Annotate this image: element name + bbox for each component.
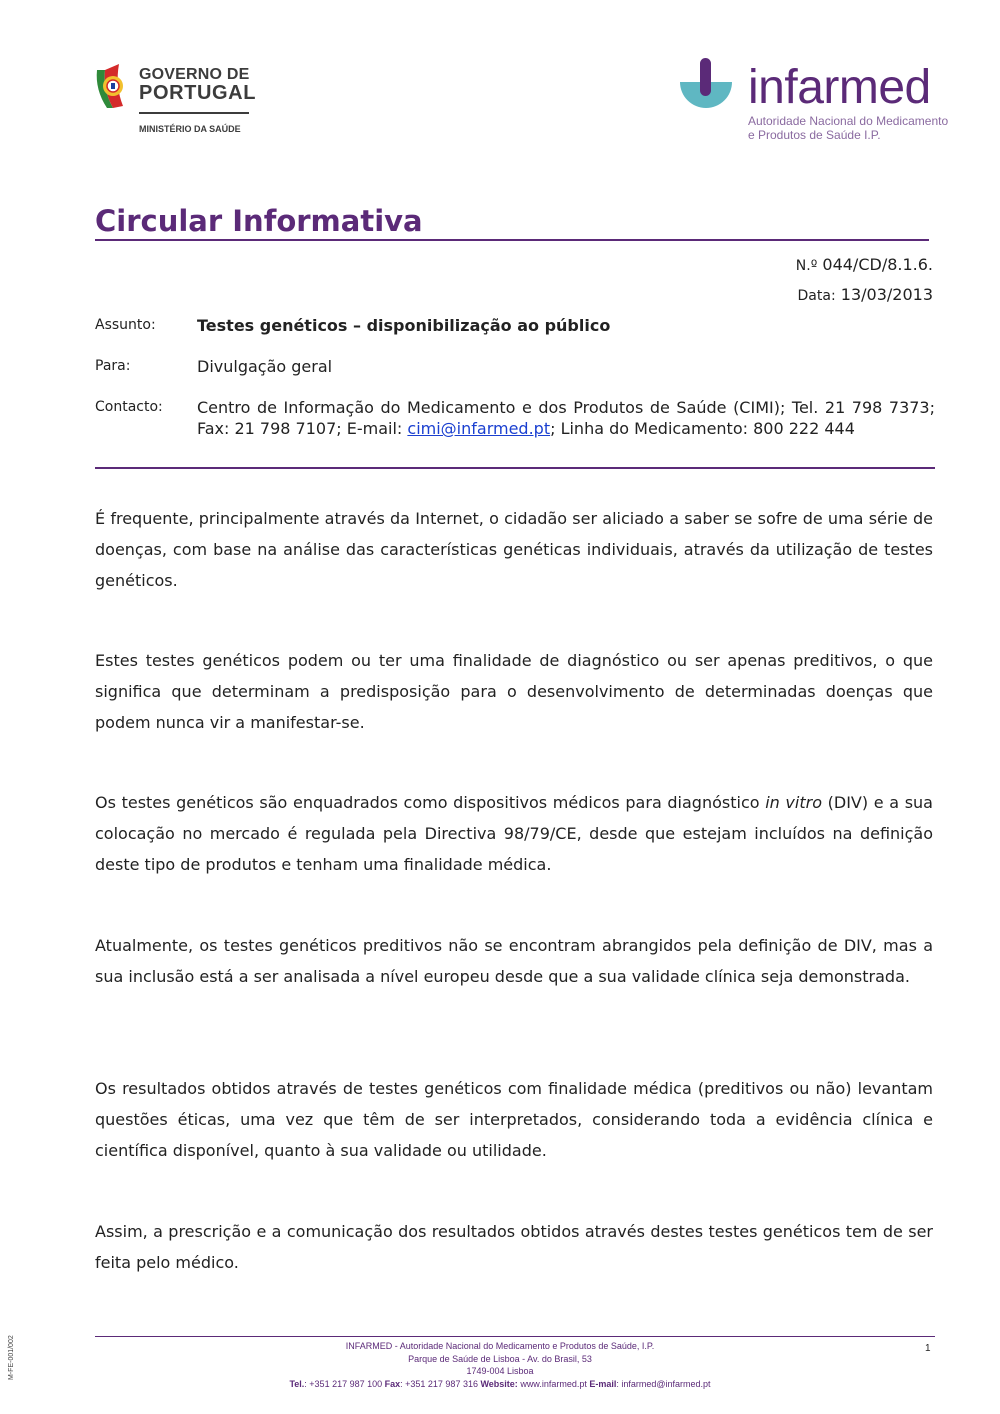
date-value: 13/03/2013: [840, 285, 933, 304]
contacto-value: [197, 397, 935, 439]
contacto-label: Contacto:: [95, 399, 163, 415]
infarmed-subtitle-line1: Autoridade Nacional do Medicamento: [748, 114, 949, 128]
header-divider: [95, 467, 935, 469]
footer-tel-value: : +351 217 987 100: [304, 1378, 385, 1389]
footer-divider: [95, 1336, 935, 1337]
infarmed-logo: [676, 56, 949, 148]
form-code: M-FE-001/002: [8, 1335, 15, 1380]
infarmed-subtitle-line2: e Produtos de Saúde I.P.: [748, 128, 881, 142]
contacto-text-after: ; Linha do Medicamento: 800 222 444: [550, 419, 855, 438]
para-label: Para:: [95, 358, 131, 374]
infarmed-wordmark: infarmed: [748, 61, 931, 114]
cimi-email-link[interactable]: cimi@infarmed.pt: [407, 419, 551, 438]
assunto-label: Assunto:: [95, 317, 156, 333]
gov-logo-ministry: MINISTÉRIO DA SAÚDE: [139, 124, 241, 134]
footer-email-label: E-mail: [589, 1378, 617, 1389]
paragraph-3-after: (DIV) e a sua colocação no mercado é regulada pela Directiva 98/79/CE, desde que estejam incluídos na definição deste tipo de produtos e tenham uma finalidade médica.: [95, 793, 933, 874]
footer-fax-label: Fax: [384, 1378, 401, 1389]
page-number: 1: [925, 1343, 931, 1354]
footer-email-value: : infarmed@infarmed.pt: [616, 1378, 711, 1389]
date-label: Data:: [797, 288, 836, 304]
paragraph-1: É frequente, principalmente através da Internet, o cidadão ser aliciado a saber se sofre de uma série de doenças, com base na análise das características genéticas individuais, através da utilização de testes genéticos.: [95, 509, 933, 590]
infarmed-subtitle: [748, 114, 948, 142]
gov-logo-line1: GOVERNO DE: [139, 66, 250, 83]
paragraph-3-italic: in vitro: [765, 793, 822, 812]
gov-logo-divider: [139, 112, 249, 114]
circular-number: [796, 255, 933, 274]
paragraph-3-before: Os testes genéticos são enquadrados como dispositivos médicos para diagnóstico: [95, 793, 766, 812]
footer-fax-value: : +351 217 987 316: [400, 1378, 481, 1389]
contacto-text-before: Centro de Informação do Medicamento e dos Produtos de Saúde (CIMI); Tel. 21 798 7373; Fax: 21 798 7107; E-mail:: [197, 398, 935, 438]
circular-date: [798, 285, 933, 304]
paragraph-4: Atualmente, os testes genéticos preditivos não se encontram abrangidos pela definição de DIV, mas a sua inclusão está a ser analisada a nível europeu desde que a sua validade clínica seja demonstrada.: [95, 936, 933, 986]
footer: [95, 1340, 905, 1390]
footer-web-label: Website:: [480, 1378, 518, 1389]
para-value: Divulgação geral: [197, 357, 333, 376]
infarmed-mark-icon: [676, 56, 736, 124]
paragraph-5: Os resultados obtidos através de testes genéticos com finalidade médica (preditivos ou não) levantam questões éticas, uma vez que têm de ser interpretados, considerando toda a evidência clínica e científica disponível, quanto à sua validade ou utilidade.: [95, 1079, 933, 1160]
footer-line-contacts: [95, 1378, 905, 1391]
gov-logo-line2: PORTUGAL: [139, 82, 257, 104]
footer-line-address: Parque de Saúde de Lisboa - Av. do Brasil, 53: [408, 1353, 592, 1364]
footer-web-value: www.infarmed.pt: [517, 1378, 590, 1389]
footer-tel-label: Tel.: [289, 1378, 305, 1389]
footer-line-postcode: 1749-004 Lisboa: [466, 1366, 534, 1376]
document-title: Circular Informativa: [95, 204, 423, 238]
assunto-value: Testes genéticos – disponibilização ao público: [197, 316, 611, 335]
number-label: N.º: [795, 258, 818, 274]
paragraph-6: Assim, a prescrição e a comunicação dos resultados obtidos através destes testes genéticos tem de ser feita pelo médico.: [95, 1222, 933, 1272]
paragraph-3: [95, 787, 933, 880]
paragraph-2: Estes testes genéticos podem ou ter uma finalidade de diagnóstico ou ser apenas preditivos, o que significa que determinam a predisposição para o desenvolvimento de determinadas doenças que podem nunca vir a manifestar-se.: [95, 651, 933, 732]
number-value: 044/CD/8.1.6.: [822, 255, 933, 274]
footer-line-organization: INFARMED - Autoridade Nacional do Medicamento e Produtos de Saúde, I.P.: [345, 1341, 655, 1351]
title-divider: [95, 239, 929, 241]
portugal-emblem-icon: [93, 56, 133, 112]
governo-portugal-logo: [93, 56, 263, 138]
